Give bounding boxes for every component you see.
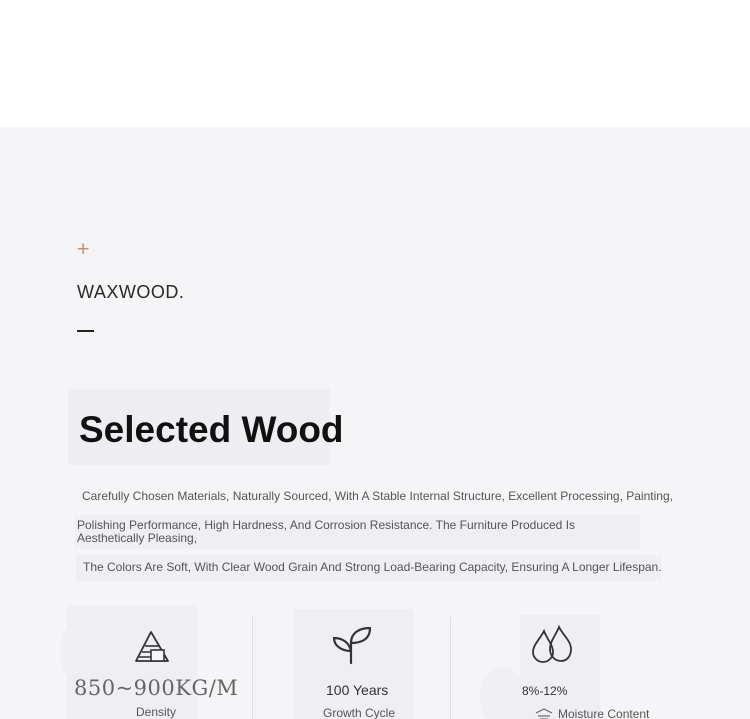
sprout-icon <box>331 625 373 670</box>
growth-cycle-value: 100 Years <box>326 682 389 698</box>
stat-divider <box>450 617 451 719</box>
description-line-2: Polishing Performance, High Hardness, And Corrosion Resistance. The Furniture Produced Is Aesthetically Pleasing, <box>77 518 576 545</box>
description-line-3: The Colors Are Soft, With Clear Wood Grain And Strong Load-Bearing Capacity, Ensuring A Longer Lifespan. <box>83 560 662 574</box>
brand-name: WAXWOOD. <box>77 282 185 302</box>
plus-mark: + <box>76 239 91 259</box>
moisture-value: 8%-12% <box>522 684 568 698</box>
stat-divider <box>252 617 253 719</box>
description-line-1: Carefully Chosen Materials, Naturally Sourced, With A Stable Internal Structure, Excellent Processing, Painting, <box>82 489 673 503</box>
density-label: Density <box>136 705 177 719</box>
moisture-label: Moisture Content <box>558 707 650 719</box>
layers-icon <box>535 707 553 719</box>
water-drops-icon <box>531 625 573 670</box>
top-blank-band <box>0 0 750 127</box>
selected-wood-section <box>0 127 750 719</box>
stat-backdrop <box>67 605 197 719</box>
soft-blob <box>60 627 80 677</box>
scale-icon <box>133 630 171 669</box>
growth-cycle-label: Growth Cycle <box>323 706 396 719</box>
brand-underline <box>77 330 94 332</box>
section-title: Selected Wood <box>79 409 344 450</box>
density-value: 850~900KG/M <box>74 676 239 700</box>
